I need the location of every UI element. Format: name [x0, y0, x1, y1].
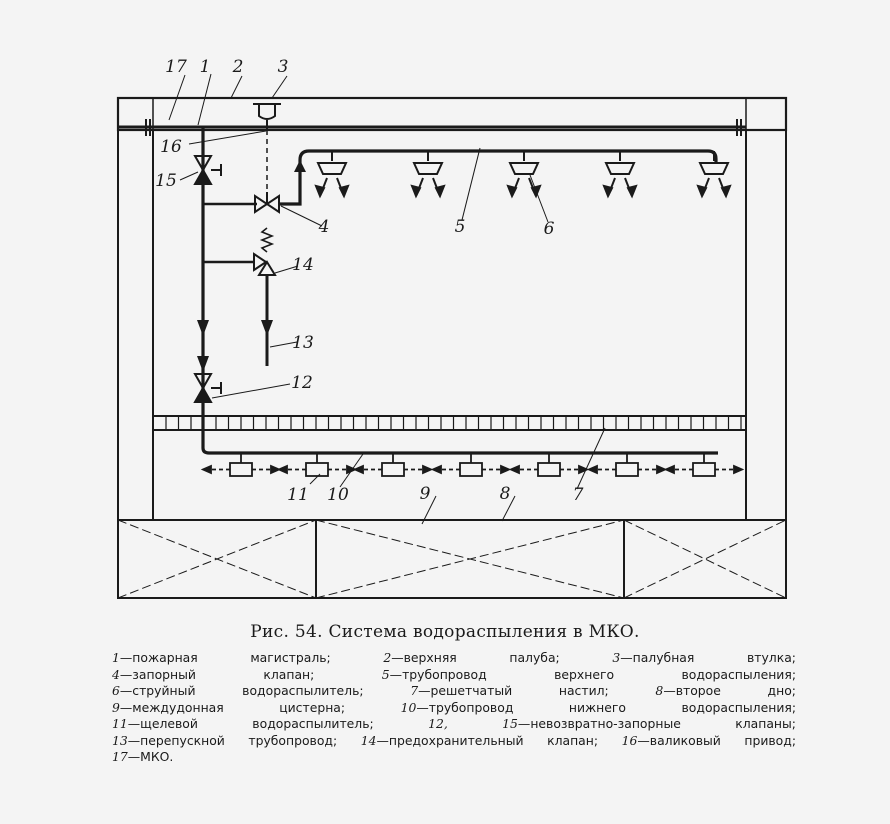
legend-text: —междудонная цистерна;: [119, 699, 346, 715]
legend-number: 4: [112, 666, 120, 682]
legend-line: [112, 749, 796, 766]
check-valve-15: [195, 156, 221, 184]
legend-number: 2: [383, 650, 392, 665]
legend-text: —палубная втулка;: [620, 650, 796, 665]
legend-line: [112, 733, 796, 750]
legend-text: —второе дно;: [663, 683, 796, 698]
legend-number: 17: [112, 749, 128, 764]
callout-labels: [155, 57, 583, 505]
legend-text: —запорный клапан;: [119, 666, 315, 682]
leader-lines: [169, 74, 605, 524]
legend-line: [112, 700, 796, 717]
legend-text: —пожарная магистраль;: [119, 650, 331, 665]
legend-number: 6: [112, 683, 120, 698]
legend-number: 12, 15: [428, 716, 518, 731]
legend-text: —верхняя палуба;: [391, 650, 560, 665]
legend-number: 5: [381, 666, 390, 682]
legend-text: —решетчатый настил;: [418, 683, 609, 698]
callout-7: 7: [572, 485, 584, 505]
legend-number: 10: [400, 699, 417, 715]
legend-text: —струйный водораспылитель;: [119, 683, 364, 698]
safety-valve-14: [254, 228, 275, 275]
callout-4: 4: [318, 217, 330, 237]
legend-number: 1: [112, 650, 120, 665]
callout-1: 1: [199, 57, 211, 77]
slot-nozzle: [589, 453, 665, 476]
slot-nozzle: [511, 453, 587, 476]
legend-text: —щелевой водораспылитель;: [127, 716, 374, 731]
callout-13: 13: [292, 333, 314, 353]
callout-9: 9: [419, 484, 431, 504]
callout-16: 16: [160, 137, 182, 157]
legend-number: 9: [112, 699, 120, 715]
legend-line: [112, 683, 796, 700]
legend-number: 11: [112, 716, 128, 731]
legend-text: —предохранительный клапан;: [376, 732, 599, 748]
legend-line: [112, 650, 796, 667]
spray-nozzle: [604, 151, 636, 196]
legend-number: 16: [621, 732, 638, 748]
callout-11: 11: [287, 485, 309, 505]
flow-arrows: [197, 160, 306, 372]
figure-legend: [112, 650, 796, 766]
spray-nozzle: [412, 151, 444, 196]
callout-17: 17: [165, 57, 187, 77]
legend-text: —трубопровод верхнего водораспыления;: [389, 666, 796, 682]
spray-nozzle: [316, 151, 348, 196]
callout-12: 12: [291, 373, 313, 393]
slot-nozzle: [433, 453, 509, 476]
legend-number: 7: [410, 683, 419, 698]
legend-text: —перепускной трубопровод;: [127, 732, 338, 748]
legend-number: 14: [360, 732, 377, 748]
slot-nozzle: [203, 453, 279, 476]
upper-deck: [118, 98, 786, 130]
callout-10: 10: [327, 485, 349, 505]
legend-text: —невозвратно-запорные клапаны;: [517, 716, 796, 731]
stop-valve-4: [255, 192, 279, 212]
legend-text: —МКО.: [127, 749, 174, 764]
slot-nozzle: [666, 453, 742, 476]
double-bottom-tank: [118, 520, 786, 598]
figure-caption: Рис. 54. Система водораспыления в МКО.: [250, 622, 640, 642]
legend-line: [112, 667, 796, 684]
check-valve-12: [195, 374, 221, 402]
grate-bars: [166, 416, 741, 430]
legend-number: 8: [655, 683, 664, 698]
callout-8: 8: [499, 484, 511, 504]
legend-number: 13: [112, 732, 128, 748]
callout-5: 5: [454, 217, 466, 237]
callout-14: 14: [292, 255, 314, 275]
callout-3: 3: [277, 57, 289, 77]
legend-number: 3: [612, 650, 621, 665]
legend-text: —трубопровод нижнего водораспыления;: [416, 699, 796, 715]
slot-nozzle: [355, 453, 431, 476]
spray-nozzle: [698, 151, 730, 196]
legend-line: [112, 716, 796, 733]
callout-15: 15: [155, 171, 177, 191]
spray-nozzle: [508, 151, 540, 196]
lower-pipe: [203, 430, 718, 453]
legend-text: —валиковый привод;: [637, 732, 796, 748]
callout-6: 6: [543, 219, 555, 239]
slot-nozzle: [279, 453, 355, 476]
grated-floor: [153, 416, 746, 430]
callout-2: 2: [232, 57, 244, 77]
